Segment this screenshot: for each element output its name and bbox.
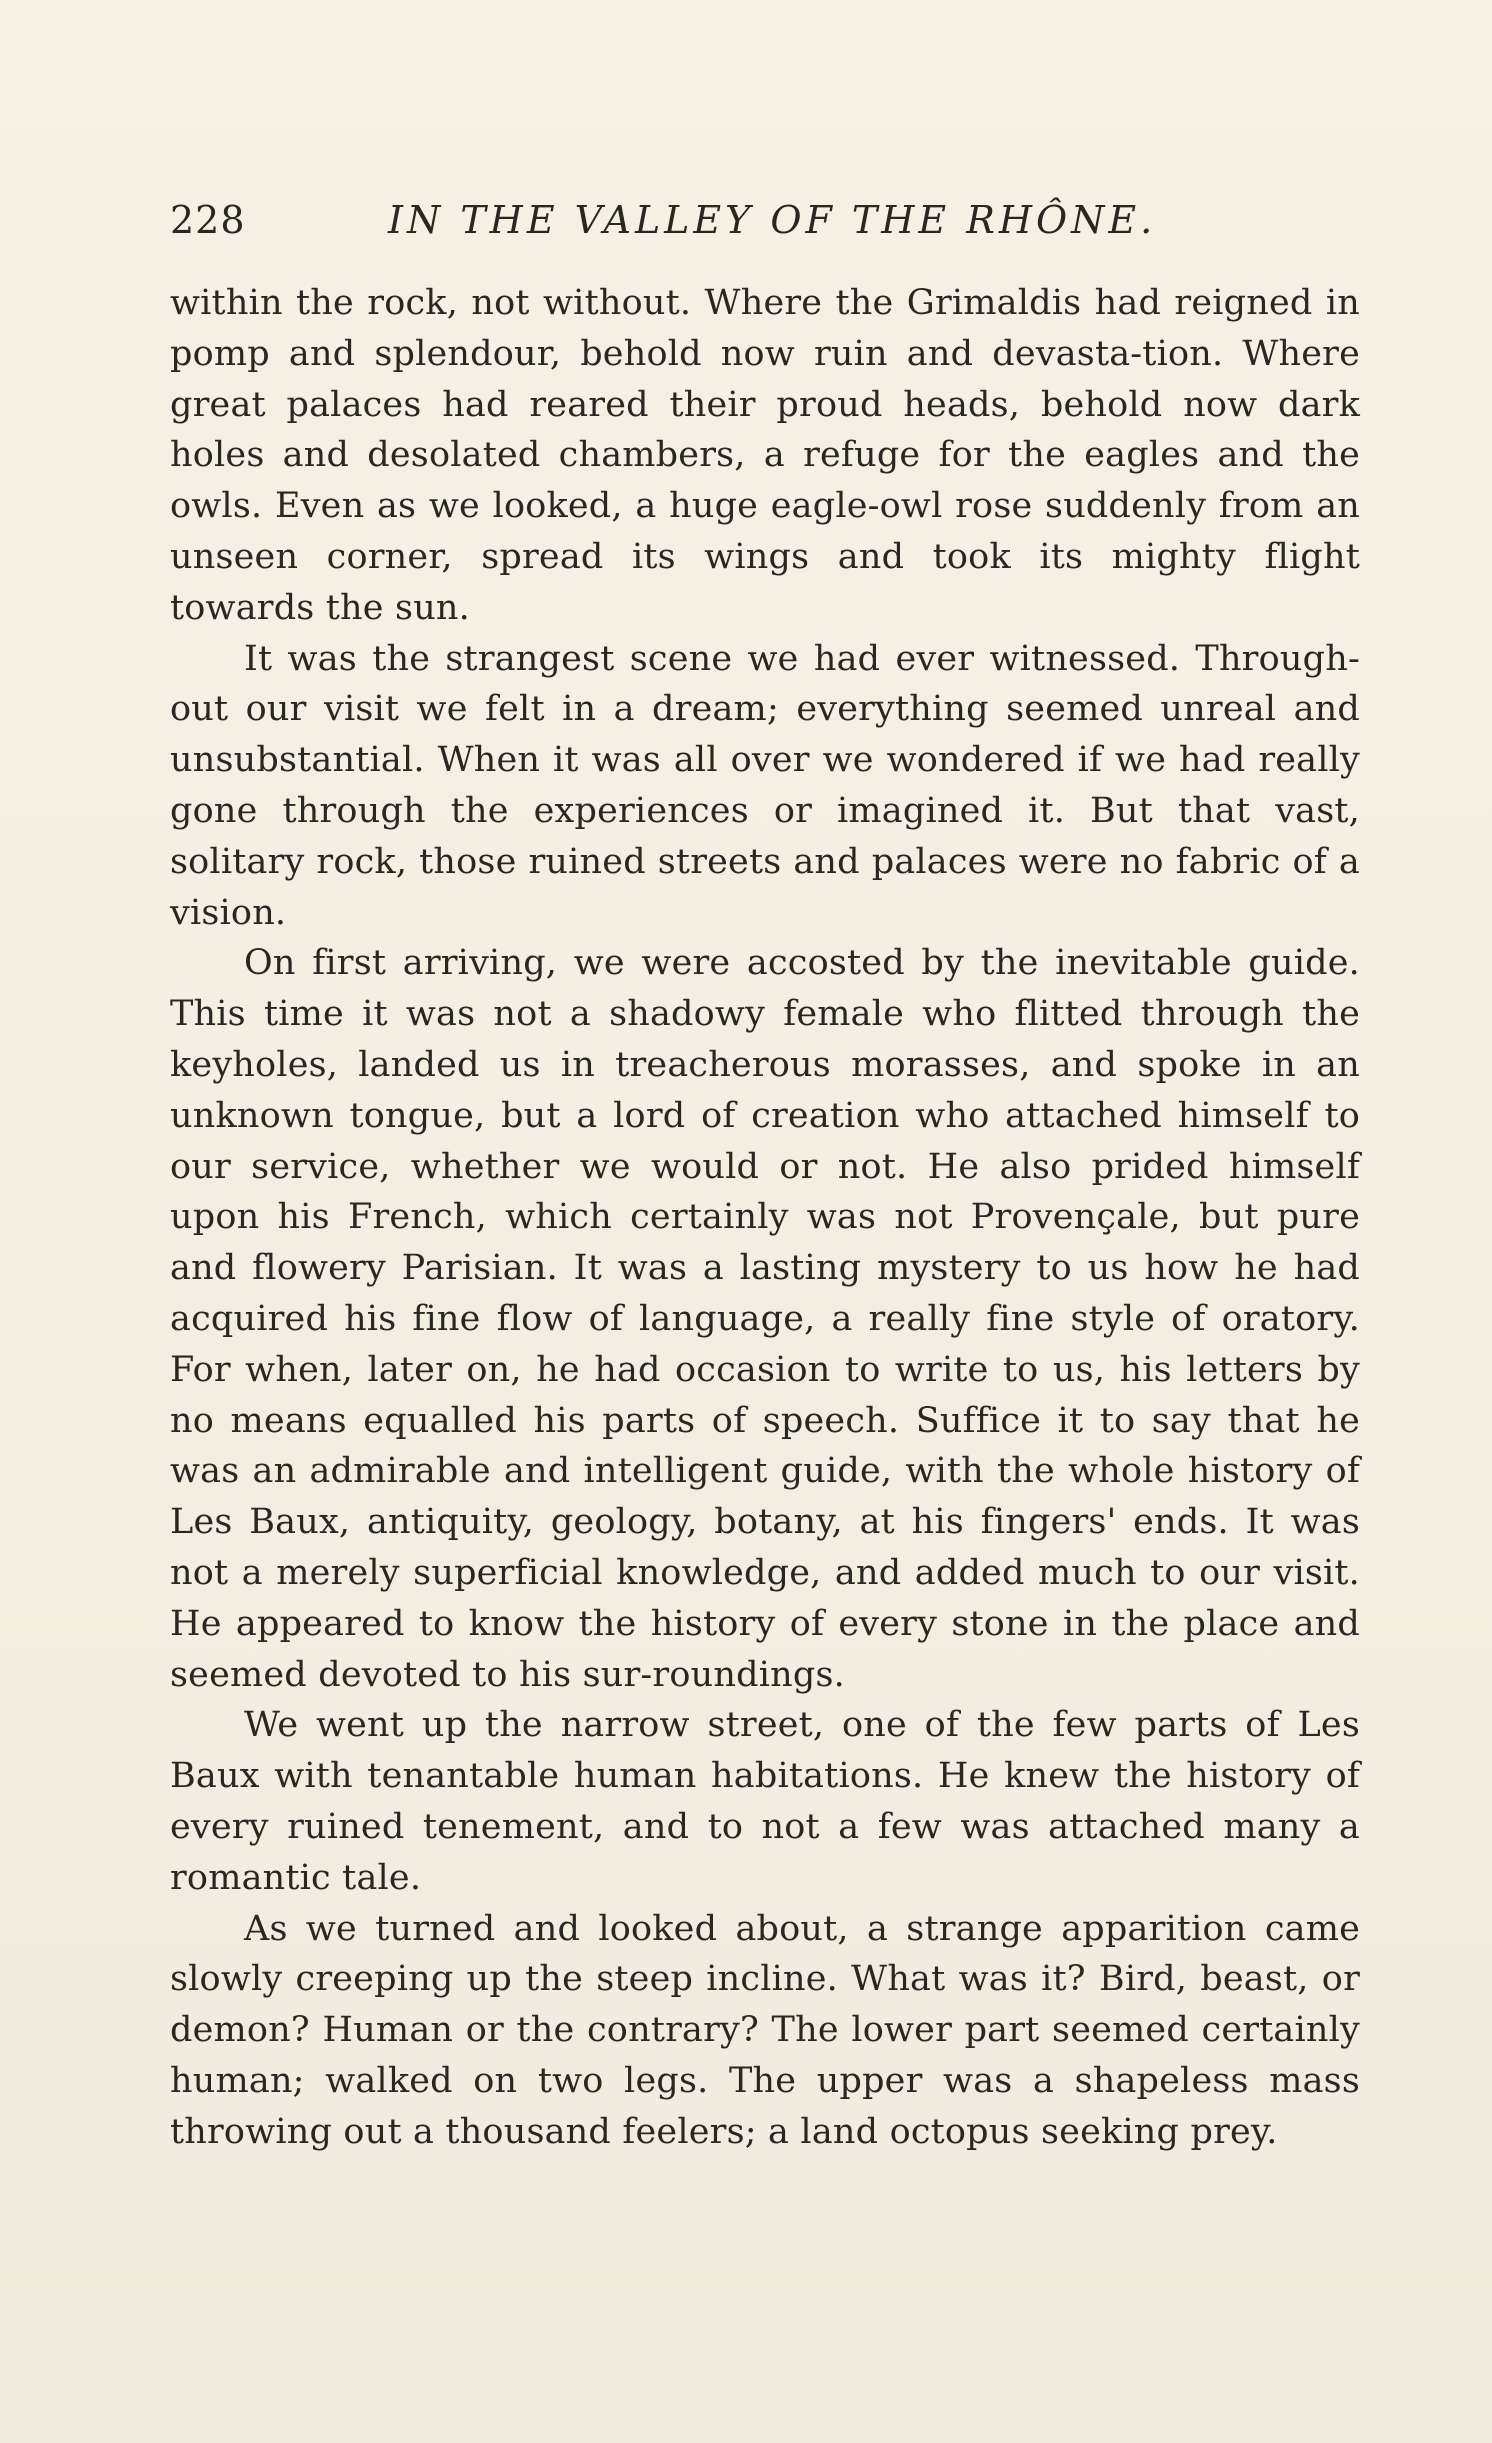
paragraph-guide: On first arriving, we were accosted by the inevitable guide. This time it was not a shadowy female who flitted through the keyholes, landed us in treacherous morasses, and spoke in an unknown tongue, but a lord of creation who attached himself to our service, whether we would or not. He also prided himself upon his French, which certainly was not Provençale, but pure and flowery Parisian. It was a lasting mystery to us how he had acquired his fine flow of language, a really fine style of oratory. For when, later on, he had occasion to write to us, his letters by no means equalled his parts of speech. Suffice it to say that he was an admirable and intelligent guide, with the whole history of Les Baux, antiquity, geology, botany, at his fingers' ends. It was not a merely superficial knowledge, and added much to our visit. He appeared to know the history of every stone in the place and seemed devoted to his sur-roundings.	[170, 943, 1360, 1695]
paragraph-continuation: within the rock, not without. Where the Grimaldis had reigned in pomp and splendour, behold now ruin and devasta-tion. Where great palaces had reared their proud heads, behold now dark holes and desolated chambers, a refuge for the eagles and the owls. Even as we looked, a huge eagle-owl rose suddenly from an unseen corner, spread its wings and took its mighty flight towards the sun.	[170, 283, 1360, 628]
page-number: 228	[170, 198, 246, 242]
paragraph-strangest-scene: It was the strangest scene we had ever witnessed. Through-out our visit we felt in a dream; everything seemed unreal and unsubstantial. When it was all over we wondered if we had really gone through the experiences or imagined it. But that vast, solitary rock, those ruined streets and palaces were no fabric of a vision.	[170, 638, 1360, 933]
body-text	[170, 278, 1360, 2157]
paragraph-narrow-street: We went up the narrow street, one of the few parts of Les Baux with tenantable human habitations. He knew the history of every ruined tenement, and to not a few was attached many a romantic tale.	[170, 1705, 1360, 1898]
running-head	[170, 190, 1370, 250]
running-title: IN THE VALLEY OF THE RHÔNE.	[388, 198, 1157, 242]
paragraph-apparition: As we turned and looked about, a strange apparition came slowly creeping up the steep incline. What was it? Bird, beast, or demon? Human or the contrary? The lower part seemed certainly human; walked on two legs. The upper was a shapeless mass throwing out a thousand feelers; a land octopus seeking prey.	[170, 1908, 1360, 2152]
